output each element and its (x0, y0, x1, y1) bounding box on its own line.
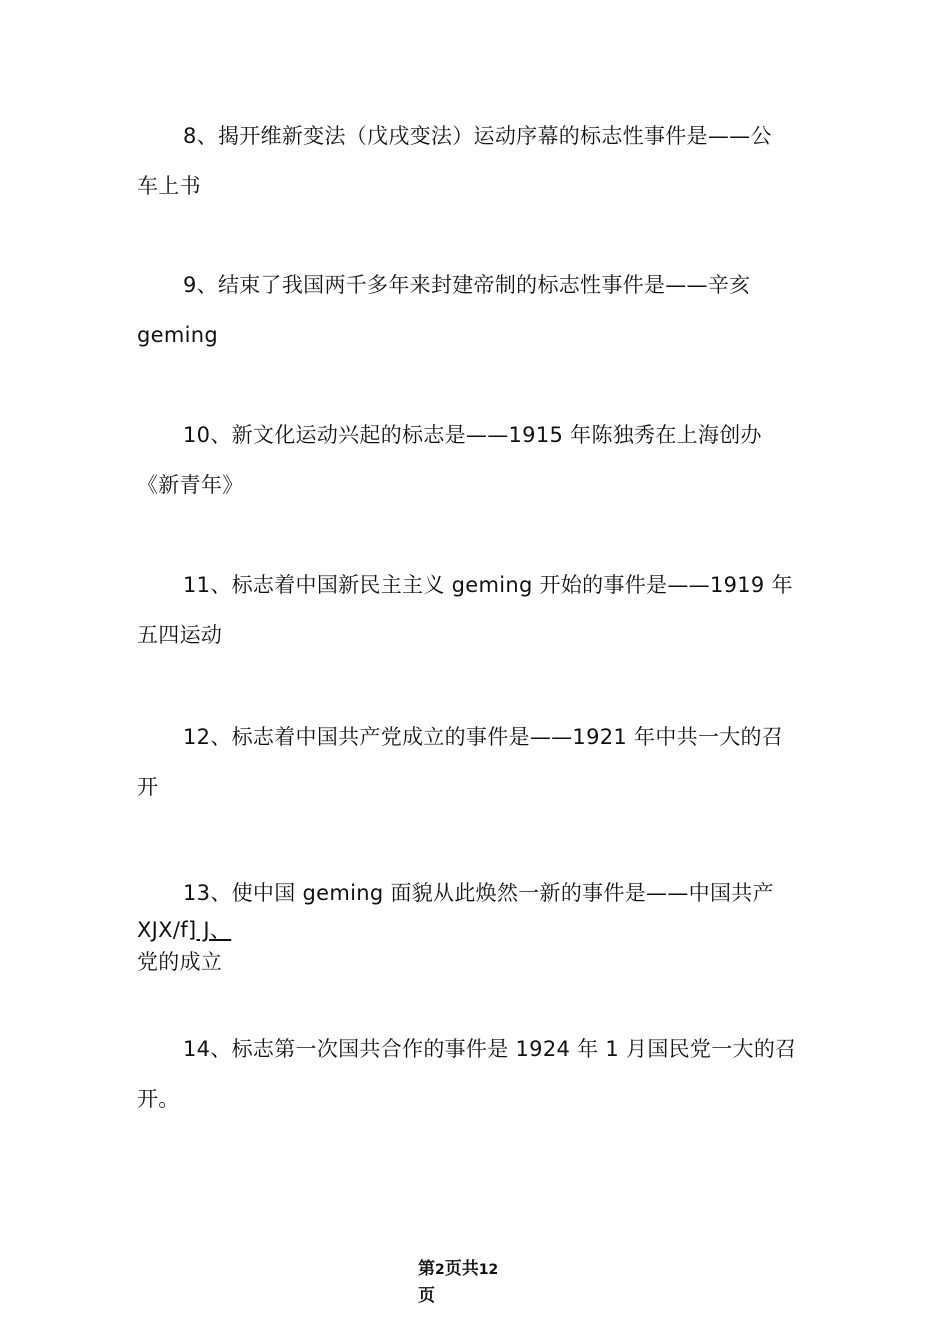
item-8 (137, 111, 817, 211)
item-9-line-2: geming (137, 323, 218, 347)
item-12-line-1: 12、标志着中国共产党成立的事件是——1921 年中共一大的召 (183, 725, 784, 749)
footer-line-2: 页 (418, 1286, 435, 1306)
item-13-line-1: 13、使中国 geming 面貌从此焕然一新的事件是——中国共产 (183, 881, 774, 905)
item-11-line-1: 11、标志着中国新民主主义 geming 开始的事件是——1919 年 (183, 573, 793, 597)
item-13-line-2 (137, 918, 817, 942)
item-8-line-2: 车上书 (137, 174, 201, 198)
footer-prefix: 第 (418, 1259, 435, 1279)
item-13-ocr-fragment-a: XJX/f (137, 918, 188, 942)
footer-middle: 页共 (444, 1259, 479, 1279)
item-9 (137, 260, 817, 360)
item-10-line-1: 10、新文化运动兴起的标志是——1915 年陈独秀在上海创办 (183, 423, 762, 447)
item-12-line-2: 开 (137, 775, 159, 799)
item-8-line-1: 8、揭开维新变法（戊戌变法）运动序幕的标志性事件是——公 (183, 124, 772, 148)
item-14-line-1: 14、标志第一次国共合作的事件是 1924 年 1 月国民党一大的召 (183, 1037, 797, 1061)
footer-total-pages: 12 (478, 1262, 499, 1278)
item-11-line-2: 五四运动 (137, 623, 223, 647)
footer-current-page: 2 (435, 1262, 445, 1278)
item-14-line-2: 开。 (137, 1087, 180, 1111)
footer-line-1 (418, 1256, 498, 1283)
item-12 (137, 712, 817, 812)
item-11 (137, 560, 817, 660)
item-10 (137, 410, 817, 510)
page-number-footer (418, 1256, 498, 1309)
item-10-line-2: 《新青年》 (137, 473, 244, 497)
item-9-line-1: 9、结束了我国两千多年来封建帝制的标志性事件是——辛亥 (183, 273, 751, 297)
item-13-line-3: 党的成立 (137, 950, 223, 974)
item-14 (137, 1024, 817, 1124)
item-13-ocr-fragment-b: ] J、 (187, 918, 232, 942)
item-13 (137, 868, 817, 982)
